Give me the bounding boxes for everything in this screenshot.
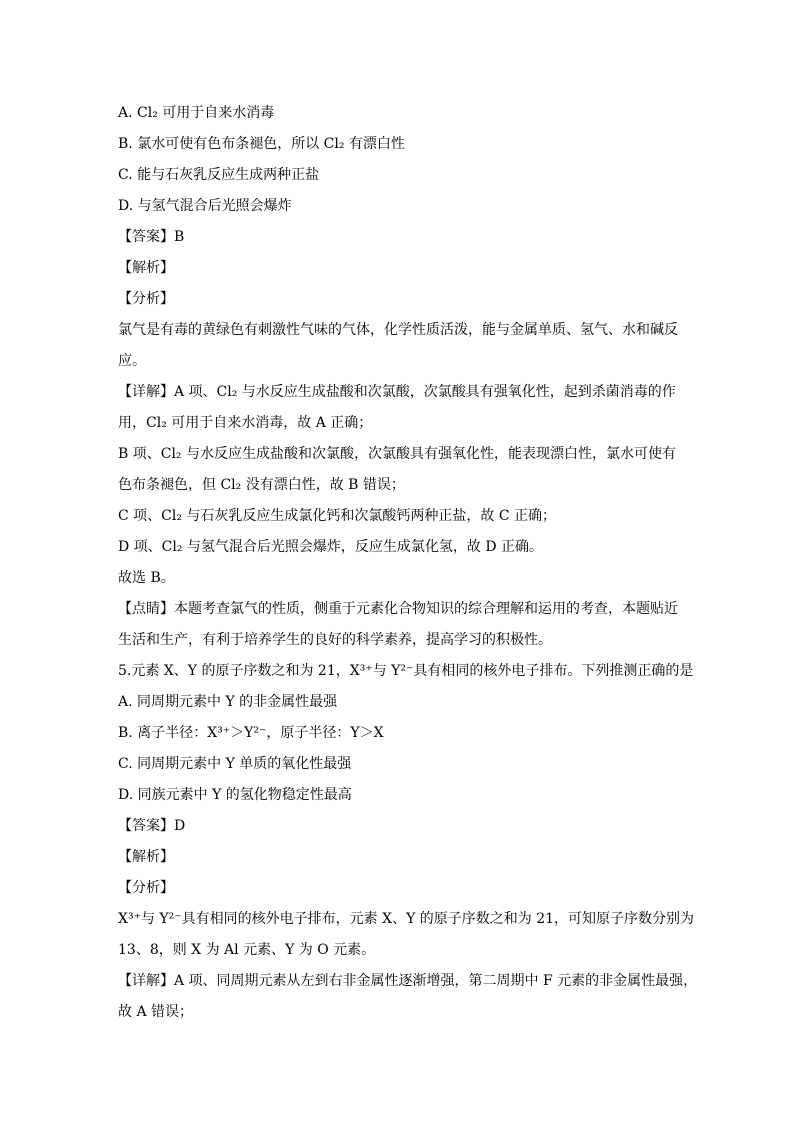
analysis-text-line: 13、8，则 X 为 Al 元素、Y 为 O 元素。 <box>118 942 376 958</box>
option-d: D. 与氢气混合后光照会爆炸 <box>118 198 292 214</box>
option-b: B. 离子半径：X³⁺＞Y²⁻，原子半径：Y＞X <box>118 725 384 741</box>
detail-text-line: 用，Cl₂ 可用于自来水消毒，故 A 正确； <box>118 415 373 431</box>
answer-label: 【答案】D <box>118 818 186 834</box>
question-stem: 5.元素 X、Y 的原子序数之和为 21，X³⁺与 Y²⁻具有相同的核外电子排布。下列推测正确的是 <box>118 663 694 679</box>
answer-label: 【答案】B <box>118 229 185 245</box>
detail-text-line: 【详解】A 项、Cl₂ 与水反应生成盐酸和次氯酸，次氯酸具有强氧化性，起到杀菌消毒的作 <box>118 384 676 400</box>
detail-text-line: 色布条褪色，但 Cl₂ 没有漂白性，故 B 错误； <box>118 477 405 493</box>
explanation-label: 【解析】 <box>118 849 174 865</box>
detail-text-line: 故 A 错误； <box>118 1004 194 1020</box>
comment-line: 【点睛】本题考查氯气的性质，侧重于元素化合物知识的综合理解和运用的考查，本题贴近 <box>118 601 678 617</box>
option-a: A. 同周期元素中 Y 的非金属性最强 <box>118 694 338 710</box>
explanation-label: 【解析】 <box>118 260 174 276</box>
analysis-text-line: 氯气是有毒的黄绿色有刺激性气味的气体，化学性质活泼，能与金属单质、氢气、水和碱反 <box>118 322 678 338</box>
conclusion-line: 故选 B。 <box>118 570 175 586</box>
analysis-label: 【分析】 <box>118 291 174 307</box>
option-c: C. 同周期元素中 Y 单质的氧化性最强 <box>118 756 352 772</box>
option-c: C. 能与石灰乳反应生成两种正盐 <box>118 167 320 183</box>
detail-text-line: 【详解】A 项、同周期元素从左到右非金属性逐渐增强，第二周期中 F 元素的非金属性最强， <box>118 973 698 989</box>
detail-text-line: B 项、Cl₂ 与水反应生成盐酸和次氯酸，次氯酸具有强氧化性，能表现漂白性，氯水可使有 <box>118 446 676 462</box>
detail-text-line: C 项、Cl₂ 与石灰乳反应生成氯化钙和次氯酸钙两种正盐，故 C 正确； <box>118 508 557 524</box>
comment-line: 生活和生产，有利于培养学生的良好的科学素养，提高学习的积极性。 <box>118 632 552 648</box>
option-d: D. 同族元素中 Y 的氢化物稳定性最高 <box>118 787 352 803</box>
detail-text-line: D 项、Cl₂ 与氢气混合后光照会爆炸，反应生成氯化氢，故 D 正确。 <box>118 539 544 555</box>
option-a: A. Cl₂ 可用于自来水消毒 <box>118 105 275 121</box>
analysis-text-line: X³⁺与 Y²⁻具有相同的核外电子排布，元素 X、Y 的原子序数之和为 21，可知原子序数分别为 <box>118 911 695 927</box>
option-b: B. 氯水可使有色布条褪色，所以 Cl₂ 有漂白性 <box>118 136 405 152</box>
analysis-label: 【分析】 <box>118 880 174 896</box>
analysis-text-line: 应。 <box>118 353 146 369</box>
